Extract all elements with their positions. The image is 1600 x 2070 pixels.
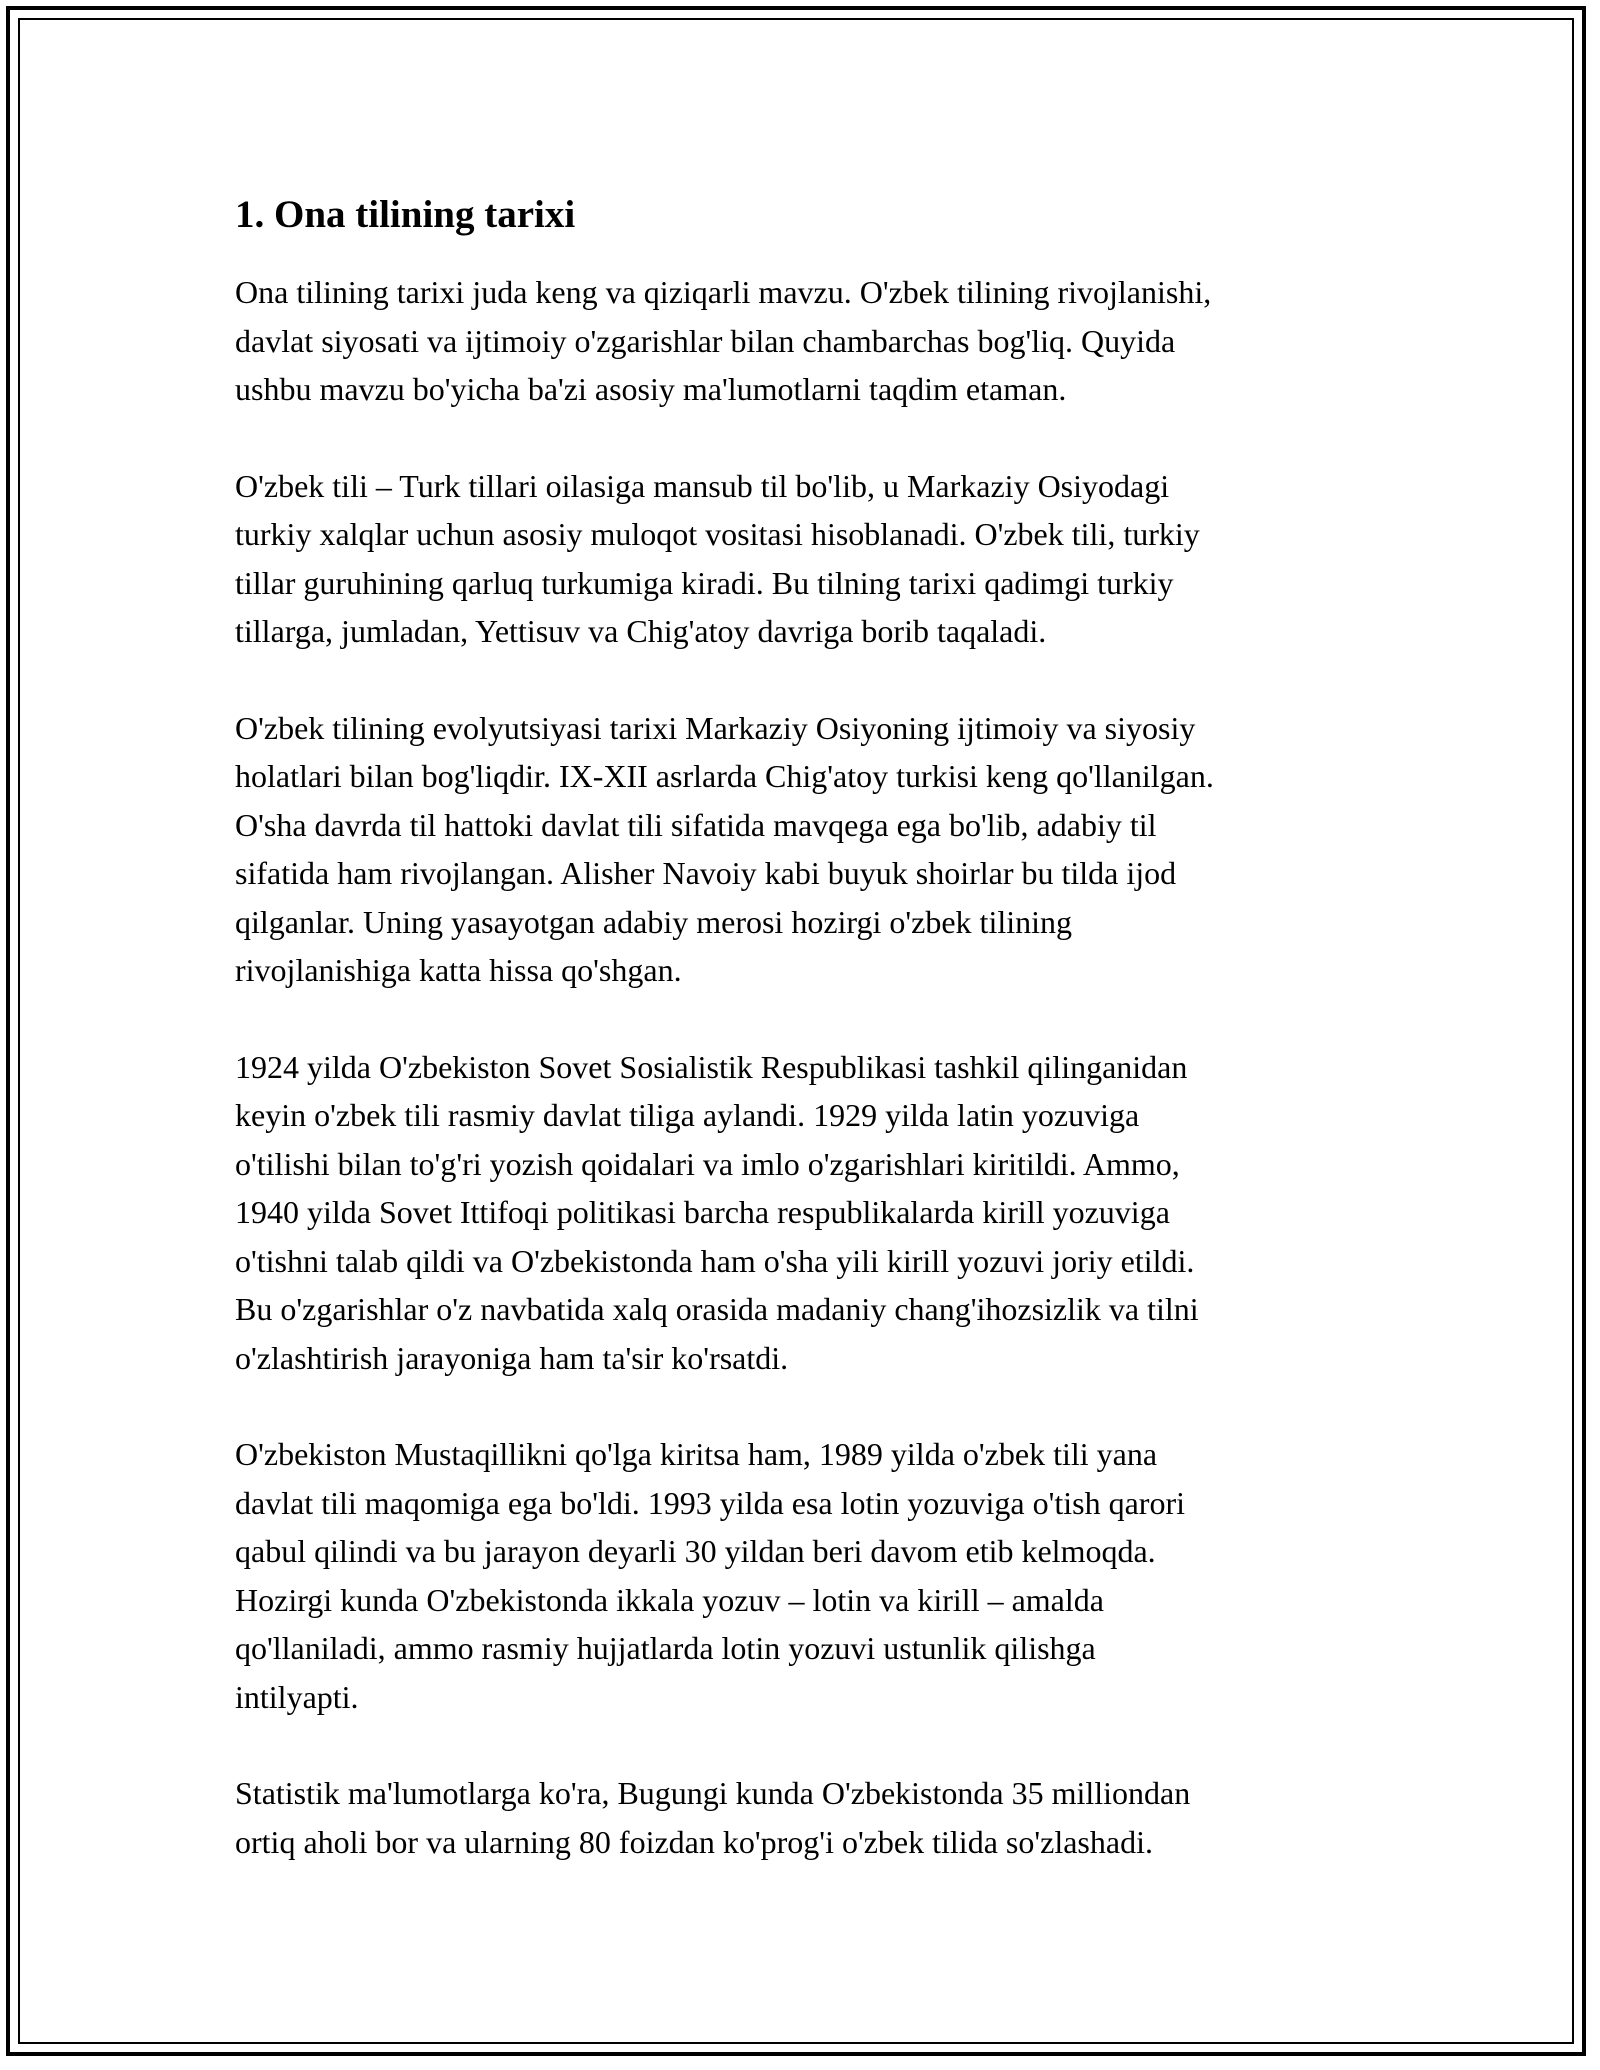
paragraph-line: sifatida ham rivojlangan. Alisher Navoiy kabi buyuk shoirlar bu tilda ijod (235, 855, 1177, 891)
paragraph (235, 1769, 1375, 1866)
paragraph-line: davlat siyosati va ijtimoiy o'zgarishlar bilan chambarchas bog'liq. Quyida (235, 322, 1176, 359)
paragraph-line: O'zbek tilining evolyutsiyasi tarixi Markaziy Osiyoning ijtimoiy va siyosiy (235, 709, 1196, 746)
paragraph-line: qilganlar. Uning yasayotgan adabiy merosi hozirgi o'zbek tilining (235, 903, 1072, 940)
paragraph (235, 462, 1375, 656)
paragraph-line: ushbu mavzu bo'yicha ba'zi asosiy ma'lumotlarni taqdim etaman. (235, 371, 1067, 407)
paragraph-line: O'zbekiston Mustaqillikni qo'lga kiritsa ham, 1989 yilda o'zbek tili yana (235, 1436, 1158, 1472)
paragraph-line: intilyapti. (235, 1678, 359, 1715)
document-body (235, 190, 1375, 1914)
paragraph-line: keyin o'zbek tili rasmiy davlat tiliga aylandi. 1929 yilda latin yozuviga (235, 1097, 1140, 1133)
paragraph-line: turkiy xalqlar uchun asosiy muloqot vositasi hisoblanadi. O'zbek tili, turkiy (235, 516, 1200, 552)
paragraph-line: holatlari bilan bog'liqdir. IX-XII asrlarda Chig'atoy turkisi keng qo'llanilgan. (235, 758, 1214, 794)
paragraph-line: Ona tilining tarixi juda keng va qiziqarli mavzu. O'zbek tilining rivojlanishi, (235, 274, 1212, 310)
paragraph-list (235, 268, 1375, 1866)
paragraph-line: qabul qilindi va bu jarayon deyarli 30 yildan beri davom etib kelmoqda. (235, 1533, 1156, 1569)
paragraph (235, 268, 1375, 414)
paragraph-line: O'sha davrda til hattoki davlat tili sifatida mavqega ega bo'lib, adabiy til (235, 806, 1157, 843)
paragraph (235, 704, 1375, 995)
paragraph-line: Bu o'zgarishlar o'z navbatida xalq orasida madaniy chang'ihozsizlik va tilni (235, 1291, 1199, 1327)
paragraph-line: 1924 yilda O'zbekiston Sovet Sosialistik Respublikasi tashkil qilinganidan (235, 1048, 1188, 1085)
paragraph-line: qo'llaniladi, ammo rasmiy hujjatlarda lotin yozuvi ustunlik qilishga (235, 1630, 1096, 1666)
paragraph-line: Statistik ma'lumotlarga ko'ra, Bugungi kunda O'zbekistonda 35 milliondan (235, 1775, 1191, 1811)
paragraph-line: tillar guruhining qarluq turkumiga kiradi. Bu tilning tarixi qadimgi turkiy (235, 564, 1174, 601)
paragraph-line: o'tishni talab qildi va O'zbekistonda ham o'sha yili kirill yozuvi joriy etildi. (235, 1242, 1195, 1279)
paragraph-line: rivojlanishiga katta hissa qo'shgan. (235, 952, 682, 988)
paragraph-line: O'zbek tili – Turk tillari oilasiga mansub til bo'lib, u Markaziy Osiyodagi (235, 467, 1170, 504)
paragraph-line: o'tilishi bilan to'g'ri yozish qoidalari va imlo o'zgarishlari kiritildi. Ammo, (235, 1145, 1180, 1182)
paragraph (235, 1043, 1375, 1383)
paragraph-line: 1940 yilda Sovet Ittifoqi politikasi barcha respublikalarda kirill yozuviga (235, 1194, 1170, 1230)
section-heading: 1. Ona tilining tarixi (235, 193, 576, 236)
paragraph-line: o'zlashtirish jarayoniga ham ta'sir ko'rsatdi. (235, 1339, 789, 1376)
paragraph-line: davlat tili maqomiga ega bo'ldi. 1993 yilda esa lotin yozuviga o'tish qarori (235, 1484, 1185, 1521)
paragraph-line: Hozirgi kunda O'zbekistonda ikkala yozuv – lotin va kirill – amalda (235, 1581, 1104, 1618)
paragraph-line: ortiq aholi bor va ularning 80 foizdan ko'prog'i o'zbek tilida so'zlashadi. (235, 1823, 1153, 1860)
paragraph (235, 1430, 1375, 1721)
paragraph-line: tillarga, jumladan, Yettisuv va Chig'atoy davriga borib taqaladi. (235, 613, 1047, 649)
